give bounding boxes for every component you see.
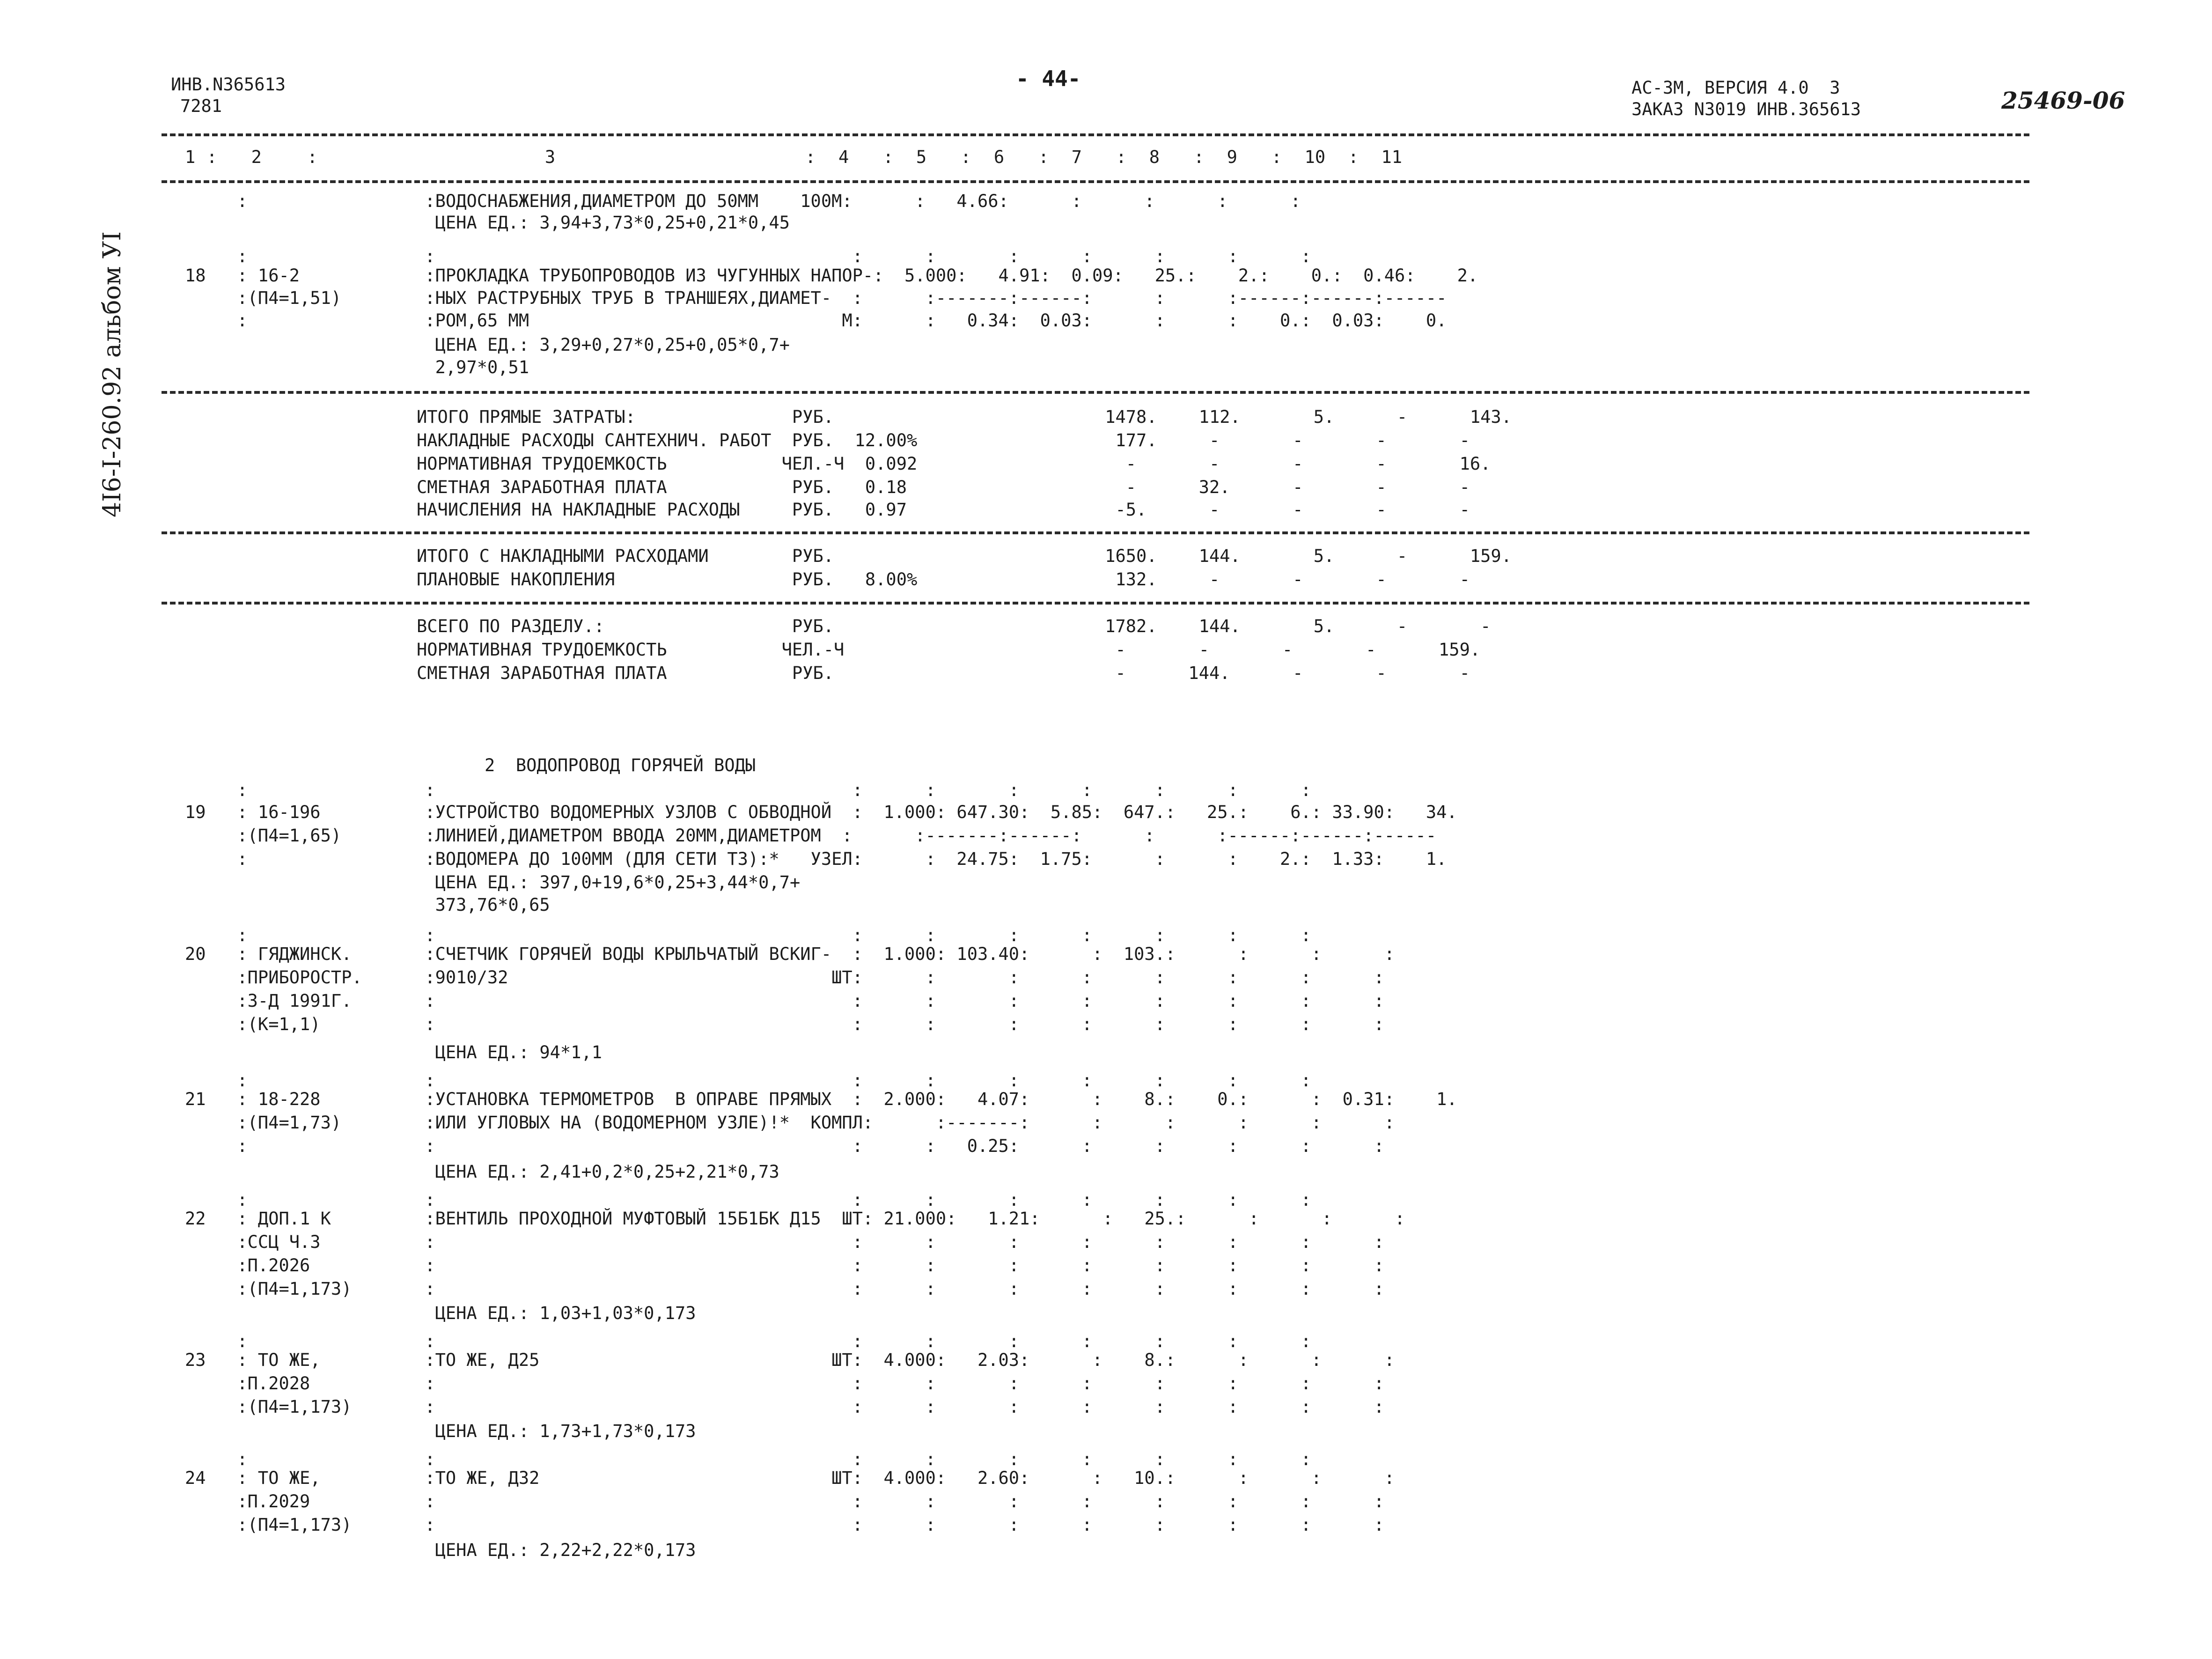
table-line: :(П4=1,173) : : : : : : : : :	[185, 1515, 1384, 1535]
totals-line: НАКЛАДНЫЕ РАСХОДЫ САНТЕХНИЧ. РАБОТ РУБ. 12.00% 177. - - - -	[417, 430, 1470, 450]
inventory-sub: 7281	[180, 96, 222, 116]
table-line: : : : : : : : : :	[185, 1331, 1311, 1351]
totals-line: ИТОГО ПРЯМЫЕ ЗАТРАТЫ: РУБ. 1478. 112. 5. - 143.	[417, 407, 1512, 427]
table-line: ЦЕНА ЕД.: 94*1,1	[185, 1042, 603, 1062]
table-line: :П.2028 : : : : : : : : :	[185, 1373, 1384, 1394]
totals-line: СМЕТНАЯ ЗАРАБОТНАЯ ПЛАТА РУБ. - 144. - - -	[417, 663, 1470, 683]
table-line: : : : : : : : : :	[185, 1190, 1311, 1210]
totals-line: ПЛАНОВЫЕ НАКОПЛЕНИЯ РУБ. 8.00% 132. - - - -	[417, 569, 1470, 590]
table-line: : : : : 0.25: : : : : :	[185, 1136, 1384, 1156]
inventory-number: ИНВ.N365613	[171, 74, 286, 95]
totals-line: ВСЕГО ПО РАЗДЕЛУ.: РУБ. 1782. 144. 5. - -	[417, 616, 1491, 636]
table-line: :ПРИБОРОСТР. :9010/32 ШТ: : : : : : : :	[185, 967, 1384, 988]
totals-line: НАЧИСЛЕНИЯ НА НАКЛАДНЫЕ РАСХОДЫ РУБ. 0.97 -5. - - - -	[417, 500, 1470, 520]
table-line: 20 : ГЯДЖИНСК. :СЧЕТЧИК ГОРЯЧЕЙ ВОДЫ КРЫЛЬЧАТЫЙ ВСКИГ- : 1.000: 103.40: : 103.: : : :	[185, 944, 1395, 964]
table-line: :(П4=1,173) : : : : : : : : :	[185, 1279, 1384, 1299]
table-line: :3-Д 1991Г. : : : : : : : : :	[185, 991, 1384, 1011]
table-line: :(П4=1,173) : : : : : : : : :	[185, 1397, 1384, 1417]
order-number: ЗАКАЗ N3019 ИНВ.365613	[1631, 99, 1861, 119]
table-line: :(К=1,1) : : : : : : : : :	[185, 1014, 1384, 1034]
table-line: :(П4=1,65) :ЛИНИЕЙ,ДИАМЕТРОМ ВВОДА 20ММ,ДИАМЕТРОМ : :-------:------: : :------:------:------	[185, 826, 1437, 846]
table-line: :П.2026 : : : : : : : : :	[185, 1255, 1384, 1276]
table-line: :П.2029 : : : : : : : : :	[185, 1491, 1384, 1512]
table-line: : : : : : : : : :	[185, 246, 1311, 266]
table-line: 373,76*0,65	[185, 895, 550, 915]
table-line: : :РОМ,65 ММ М: : 0.34: 0.03: : : 0.: 0.03: 0.	[185, 310, 1447, 331]
section-rule-1	[162, 391, 2029, 394]
table-line: ЦЕНА ЕД.: 3,29+0,27*0,25+0,05*0,7+	[185, 335, 790, 355]
table-line: 24 : ТО ЖЕ, :ТО ЖЕ, Д32 ШТ: 4.000: 2.60: : 10.: : : :	[185, 1468, 1395, 1488]
table-line: ЦЕНА ЕД.: 2,41+0,2*0,25+2,21*0,73	[185, 1162, 779, 1182]
table-line: ЦЕНА ЕД.: 397,0+19,6*0,25+3,44*0,7+	[185, 872, 801, 892]
table-line: : :ВОДОМЕРА ДО 100ММ (ДЛЯ СЕТИ Т3):* УЗЕЛ: : 24.75: 1.75: : : 2.: 1.33: 1.	[185, 849, 1447, 869]
table-line: 2,97*0,51	[185, 357, 529, 377]
table-line: 22 : ДОП.1 К :ВЕНТИЛЬ ПРОХОДНОЙ МУФТОВЫЙ 15Б1БК Д15 ШТ: 21.000: 1.21: : 25.: : : :	[185, 1209, 1405, 1229]
table-line: 23 : ТО ЖЕ, :ТО ЖЕ, Д25 ШТ: 4.000: 2.03: : 8.: : : :	[185, 1350, 1395, 1370]
table-line: : : : : : : : : :	[185, 925, 1311, 945]
table-line: 18 : 16-2 :ПРОКЛАДКА ТРУБОПРОВОДОВ ИЗ ЧУГУННЫХ НАПОР-: 5.000: 4.91: 0.09: 25.: 2.: 0.: 0.46: 2.	[185, 265, 1478, 286]
totals-line: СМЕТНАЯ ЗАРАБОТНАЯ ПЛАТА РУБ. 0.18 - 32. - - -	[417, 477, 1470, 497]
header-rule-bottom	[162, 180, 2029, 183]
table-line: :(П4=1,73) :ИЛИ УГЛОВЫХ НА (ВОДОМЕРНОМ УЗЛЕ)!* КОМПЛ: :-------: : : : : :	[185, 1113, 1395, 1133]
header-rule-top	[162, 133, 2029, 136]
program-version: АС-3М, ВЕРСИЯ 4.0 3	[1631, 78, 1840, 98]
table-line: :(П4=1,51) :НЫХ РАСТРУБНЫХ ТРУБ В ТРАНШЕЯХ,ДИАМЕТ- : :-------:------: : :------:------:------	[185, 288, 1447, 308]
table-line: ЦЕНА ЕД.: 1,03+1,03*0,173	[185, 1303, 696, 1323]
album-side-label: 4I6-I-260.92 альбом УI	[98, 231, 126, 517]
totals-line: НОРМАТИВНАЯ ТРУДОЕМКОСТЬ ЧЕЛ.-Ч - - - - 159.	[417, 640, 1481, 660]
table-line: 19 : 16-196 :УСТРОЙСТВО ВОДОМЕРНЫХ УЗЛОВ С ОБВОДНОЙ : 1.000: 647.30: 5.85: 647.: 25.: 6.: 33.90: 34.	[185, 802, 1457, 822]
table-line: : :ВОДОСНАБЖЕНИЯ,ДИАМЕТРОМ ДО 50ММ 100М: : 4.66: : : : :	[185, 191, 1301, 211]
table-line: : : : : : : : : :	[185, 780, 1311, 800]
column-numbers: 1 : 2 : 3 : 4 : 5 : 6 : 7 : 8 : 9 : 10 : 11	[185, 147, 1403, 167]
section-rule-2	[162, 531, 2029, 534]
section-rule-3	[162, 602, 2029, 605]
table-line: 21 : 18-228 :УСТАНОВКА ТЕРМОМЕТРОВ В ОПРАВЕ ПРЯМЫХ : 2.000: 4.07: : 8.: 0.: : 0.31: 1.	[185, 1089, 1457, 1109]
totals-line: ИТОГО С НАКЛАДНЫМИ РАСХОДАМИ РУБ. 1650. 144. 5. - 159.	[417, 546, 1512, 566]
table-line: ЦЕНА ЕД.: 2,22+2,22*0,173	[185, 1540, 696, 1560]
page-number: - 44-	[1016, 66, 1081, 91]
table-line: ЦЕНА ЕД.: 1,73+1,73*0,173	[185, 1421, 696, 1441]
handwritten-stamp: 25469-06	[2001, 87, 2125, 114]
section-title: 2 ВОДОПРОВОД ГОРЯЧЕЙ ВОДЫ	[485, 755, 756, 775]
table-line: : : : : : : : : :	[185, 1449, 1311, 1469]
table-line: ЦЕНА ЕД.: 3,94+3,73*0,25+0,21*0,45	[185, 213, 790, 233]
table-line: : : : : : : : : :	[185, 1070, 1311, 1091]
table-line: :ССЦ Ч.3 : : : : : : : : :	[185, 1232, 1384, 1252]
totals-line: НОРМАТИВНАЯ ТРУДОЕМКОСТЬ ЧЕЛ.-Ч 0.092 - - - - 16.	[417, 454, 1491, 474]
